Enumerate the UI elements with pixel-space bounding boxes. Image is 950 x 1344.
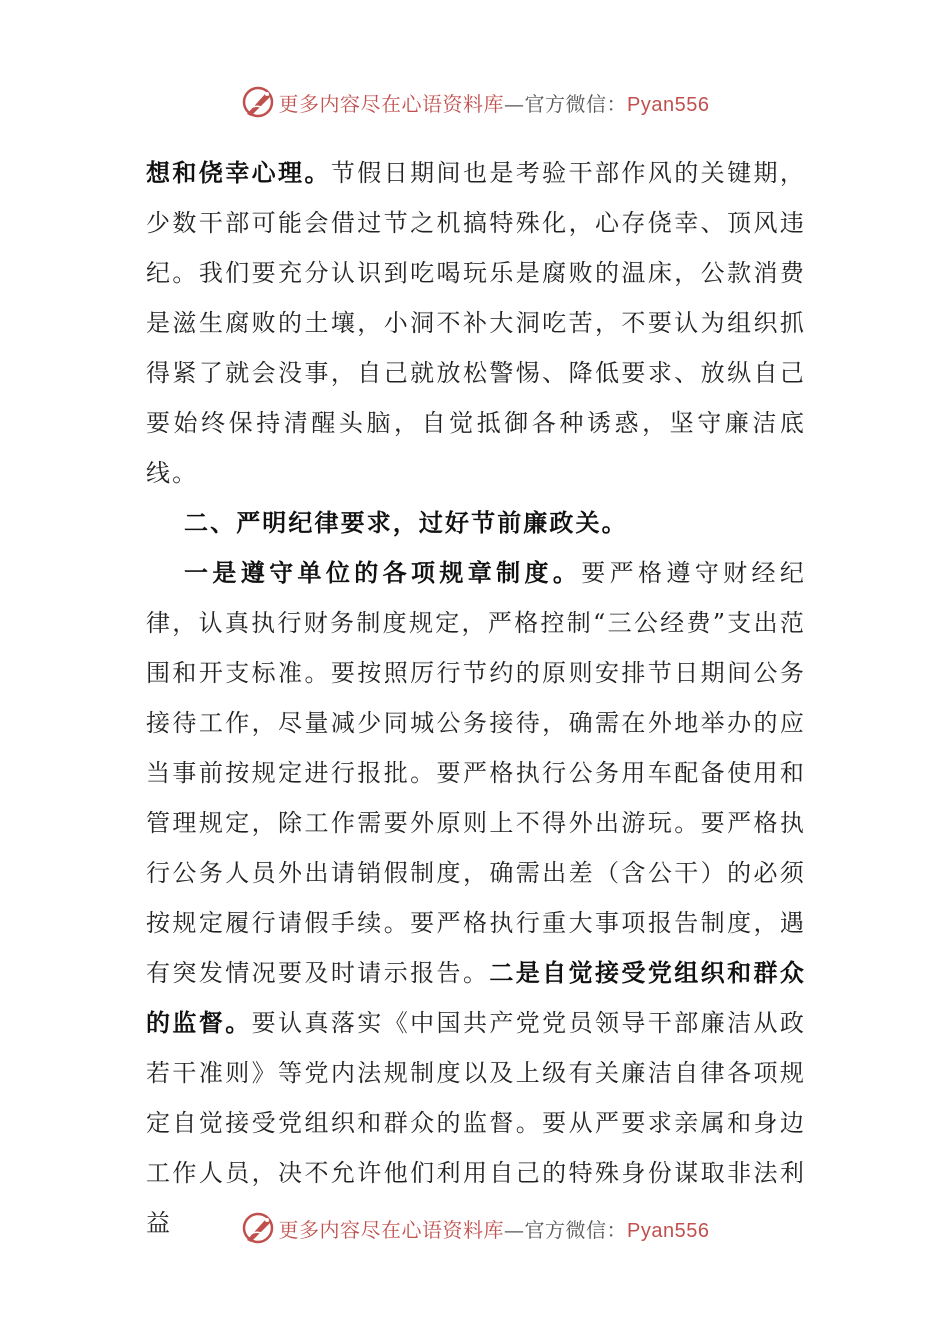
header-brand: 更多内容尽在心语资料库 [278,91,505,116]
footer-brand: 更多内容尽在心语资料库 [278,1217,505,1242]
footer-banner [0,1208,950,1248]
footer-wechat-id: Pyan556 [627,1219,710,1242]
header-wechat-id: Pyan556 [627,93,710,116]
footer-wechat-label: 官方微信： [524,1217,628,1242]
pen-logo-icon [241,1211,275,1245]
paragraph-1-lead: 想和侥幸心理。 [146,158,331,187]
header-banner [0,82,950,122]
pen-logo-icon [241,85,275,119]
paragraph-1-text: 节假日期间也是考验干部作风的关键期，少数干部可能会借过节之机搞特殊化，心存侥幸、顶风违纪。我们要充分认识到吃喝玩乐是腐败的温床，公款消费是滋生腐败的土壤，小洞不补大洞吃苦，不要认为组织抓得紧了就会没事，自己就放松警惕、降低要求、放纵自己要始终保持清醒头脑，自觉抵御各种诱惑，坚守廉洁底线。 [146,159,806,487]
paragraph-2-text: 要严格遵守财经纪律，认真执行财务制度规定，严格控制“三公经费”支出范围和开支标准。要按照厉行节约的原则安排节日期间公务接待工作，尽量减少同城公务接待，确需在外地举办的应当事前按规定进行报批。要严格执行公务用车配备使用和管理规定，除工作需要外原则上不得外出游玩。要严格执行公务人员外出请销假制度，确需出差（含公干）的必须按规定履行请假手续。要严格执行重大事项报告制度，遇有突发情况要及时请示报告。 [146,559,806,987]
paragraph-1 [146,148,806,498]
header-wechat-label: 官方微信： [524,91,628,116]
section-heading-2: 二、严明纪律要求，过好节前廉政关。 [184,508,628,537]
footer-text [279,1214,710,1243]
paragraph-2-text-2: 要认真落实《中国共产党党员领导干部廉洁从政若干准则》等党内法规制度以及上级有关廉洁自律各项规定自觉接受党组织和群众的监督。要从严要求亲属和身边工作人员，决不允许他们利用自己的特殊身份谋取非法利益 [146,1009,806,1237]
footer-separator: — [504,1217,525,1242]
paragraph-2 [146,548,806,1248]
header-text [279,88,710,117]
header-separator: — [504,91,525,116]
paragraph-2-lead: 一是遵守单位的各项规章制度。 [184,558,582,587]
paragraph-2-second-lead: 二是自觉接受党组织和群众的监督。 [146,958,806,1037]
document-body [146,148,806,1248]
